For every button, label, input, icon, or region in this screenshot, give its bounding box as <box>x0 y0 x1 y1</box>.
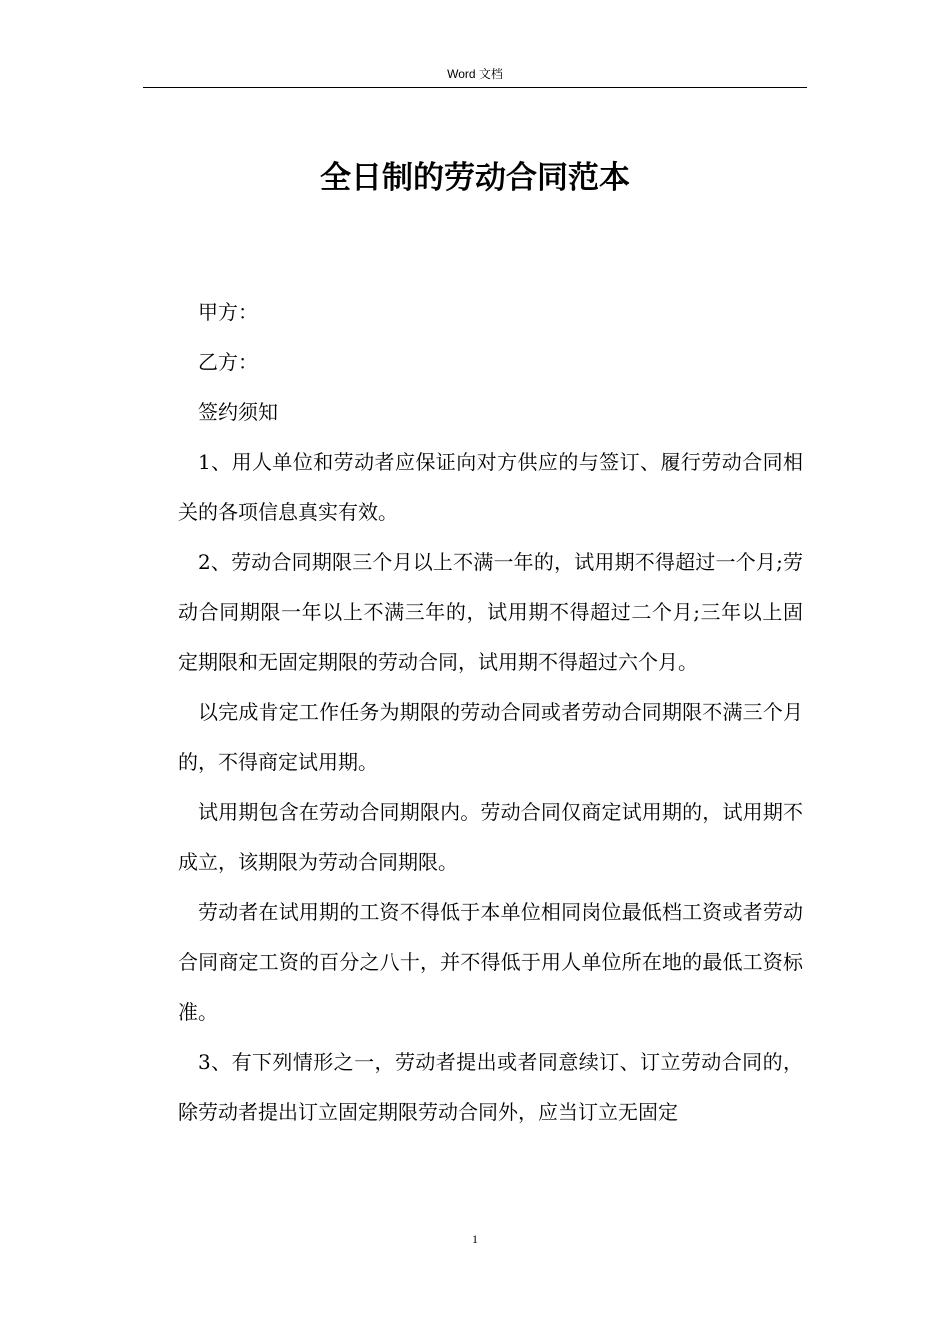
page-header: Word 文档 <box>447 67 503 81</box>
page-number: 1 <box>472 1232 478 1246</box>
clause-2-paragraph: 2、劳动合同期限三个月以上不满一年的，试用期不得超过一个月;劳动合同期限一年以上不满三年的，试用期不得超过二个月;三年以上固定期限和无固定期限的劳动合同，试用期不得超过六个月。 <box>178 550 803 674</box>
party-b-line: 乙方： <box>198 350 258 374</box>
clause-3-paragraph: 3、有下列情形之一，劳动者提出或者同意续订、订立劳动合同的，除劳动者提出订立固定期限劳动合同外，应当订立无固定 <box>178 1050 803 1124</box>
probation-period-paragraph: 试用期包含在劳动合同期限内。劳动合同仅商定试用期的，试用期不成立，该期限为劳动合同期限。 <box>178 800 803 874</box>
document-body <box>178 287 803 1137</box>
signing-notice-heading: 签约须知 <box>198 400 278 424</box>
document-title: 全日制的劳动合同范本 <box>320 160 630 196</box>
probation-wage-paragraph: 劳动者在试用期的工资不得低于本单位相同岗位最低档工资或者劳动合同商定工资的百分之八十，并不得低于用人单位所在地的最低工资标准。 <box>178 900 803 1024</box>
task-based-contract-paragraph: 以完成肯定工作任务为期限的劳动合同或者劳动合同期限不满三个月的，不得商定试用期。 <box>178 700 803 774</box>
party-a-line: 甲方： <box>198 300 258 324</box>
clause-1-paragraph: 1、用人单位和劳动者应保证向对方供应的与签订、履行劳动合同相关的各项信息真实有效。 <box>178 450 803 524</box>
header-divider <box>143 87 807 88</box>
